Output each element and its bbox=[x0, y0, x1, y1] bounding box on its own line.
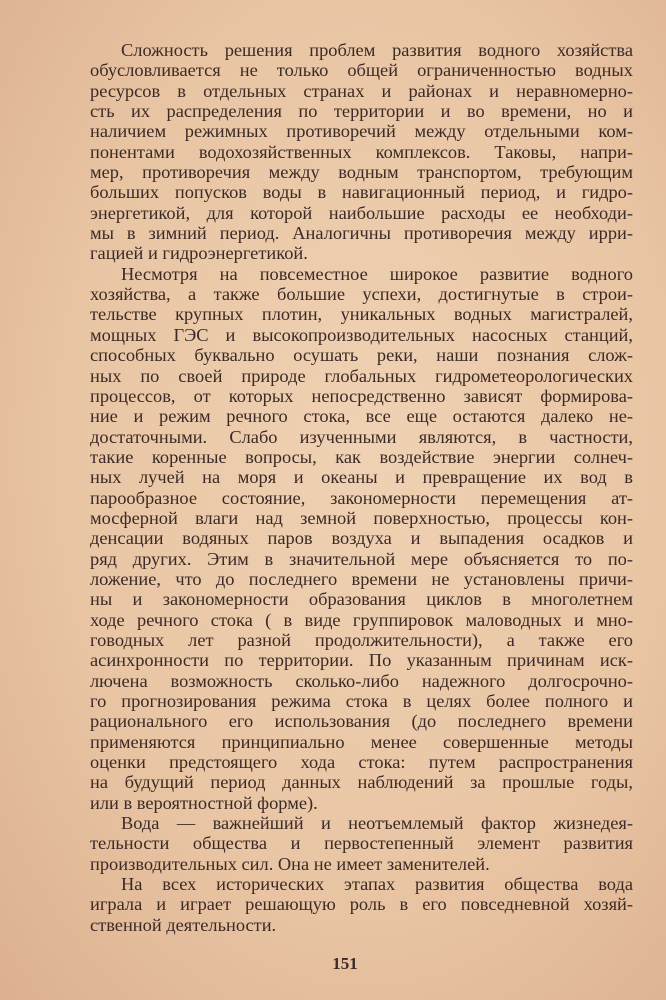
text-line: хозяйства, а также большие успехи, достигнутые в строи- bbox=[90, 284, 633, 305]
paragraph bbox=[90, 813, 633, 874]
text-line: сть их распределения по территории и во времени, но и bbox=[90, 101, 633, 122]
text-line: процессов, от которых непосредственно зависят формирова- bbox=[90, 385, 633, 406]
page-number: 151 bbox=[332, 954, 358, 973]
text-line: ственной деятельности. bbox=[90, 914, 277, 935]
text-line: производительных сил. Она не имеет заменителей. bbox=[90, 853, 490, 874]
paragraph bbox=[90, 40, 633, 264]
text-line: обусловливается не только общей ограниченностью водных bbox=[90, 60, 633, 81]
text-line: ных лучей на моря и океаны и превращение их вод в bbox=[90, 467, 633, 488]
text-line: ны и закономерности образования циклов в многолетнем bbox=[90, 589, 633, 610]
text-line: наличием режимных противоречий между отдельными ком- bbox=[90, 121, 633, 142]
text-line: асинхронности по территории. По указанным причинам иск- bbox=[90, 650, 633, 671]
text-line: мосферной влаги над земной поверхностью, процессы кон- bbox=[90, 507, 633, 528]
text-line: Несмотря на повсеместное широкое развитие водного bbox=[121, 263, 633, 284]
text-line: гацией и гидроэнергетикой. bbox=[90, 243, 308, 264]
text-line: мер, противоречия между водным транспортом, требующим bbox=[90, 162, 633, 183]
text-line: ряд других. Этим в значительной мере объясняется то по- bbox=[90, 548, 633, 569]
text-line: на будущий период данных наблюдений за прошлые годы, bbox=[90, 772, 633, 793]
text-line: говодных лет разной продолжительности), а также его bbox=[90, 629, 633, 650]
text-line: Вода — важнейший и неотъемлемый фактор жизнедея- bbox=[121, 813, 633, 834]
text-line: оценки предстоящего хода стока: путем распространения bbox=[90, 752, 633, 773]
text-line: энергетикой, для которой наибольшие расходы ее необходи- bbox=[90, 202, 633, 223]
text-line: мы в зимний период. Аналогичны противоречия между ирри- bbox=[90, 223, 633, 244]
text-line: играла и играет решающую роль в его повседневной хозяй- bbox=[90, 894, 633, 915]
text-line: парообразное состояние, закономерности перемещения ат- bbox=[90, 487, 633, 508]
text-line: ных по своей природе глобальных гидрометеорологических bbox=[90, 365, 633, 386]
text-line: способных буквально осушать реки, наши познания слож- bbox=[90, 345, 633, 366]
text-line: го прогнозирования режима стока в целях более полного и bbox=[90, 691, 633, 711]
text-line: тельности общества и первостепенный элемент развития bbox=[90, 833, 633, 854]
text-line: понентами водохозяйственных комплексов. Таковы, напри- bbox=[90, 141, 633, 162]
text-line: больших попусков воды в навигационный период, и гидро- bbox=[90, 182, 633, 203]
text-line: ложение, что до последнего времени не установлены причи- bbox=[90, 568, 633, 589]
text-line: применяются принципиально менее совершенные методы bbox=[90, 731, 633, 752]
text-line: На всех исторических этапах развития общества вода bbox=[121, 874, 633, 895]
text-line: мощных ГЭС и высокопроизводительных насосных станций, bbox=[90, 324, 633, 345]
page-body-text bbox=[90, 40, 633, 935]
text-line: ходе речного стока ( в виде группировок маловодных и мно- bbox=[90, 609, 633, 630]
text-line: Сложность решения проблем развития водного хозяйства bbox=[121, 40, 633, 60]
text-line: достаточными. Слабо изученными являются, в частности, bbox=[90, 426, 633, 447]
text-line: такие коренные вопросы, как воздействие энергии солнеч- bbox=[90, 446, 633, 467]
text-line: ние и режим речного стока, все еще остаются далеко не- bbox=[90, 406, 633, 427]
text-line: тельстве крупных плотин, уникальных водных магистралей, bbox=[90, 304, 633, 325]
paragraph bbox=[90, 264, 633, 813]
text-line: лючена возможность сколько-либо надежного долгосрочно- bbox=[90, 670, 633, 691]
text-line: или в вероятностной форме). bbox=[90, 792, 318, 813]
text-line: денсации водяных паров воздуха и выпадения осадков и bbox=[90, 528, 633, 549]
paragraph bbox=[90, 874, 633, 935]
text-line: ресурсов в отдельных странах и районах и неравномерно- bbox=[90, 80, 633, 101]
text-line: рационального его использования (до последнего времени bbox=[90, 711, 633, 732]
